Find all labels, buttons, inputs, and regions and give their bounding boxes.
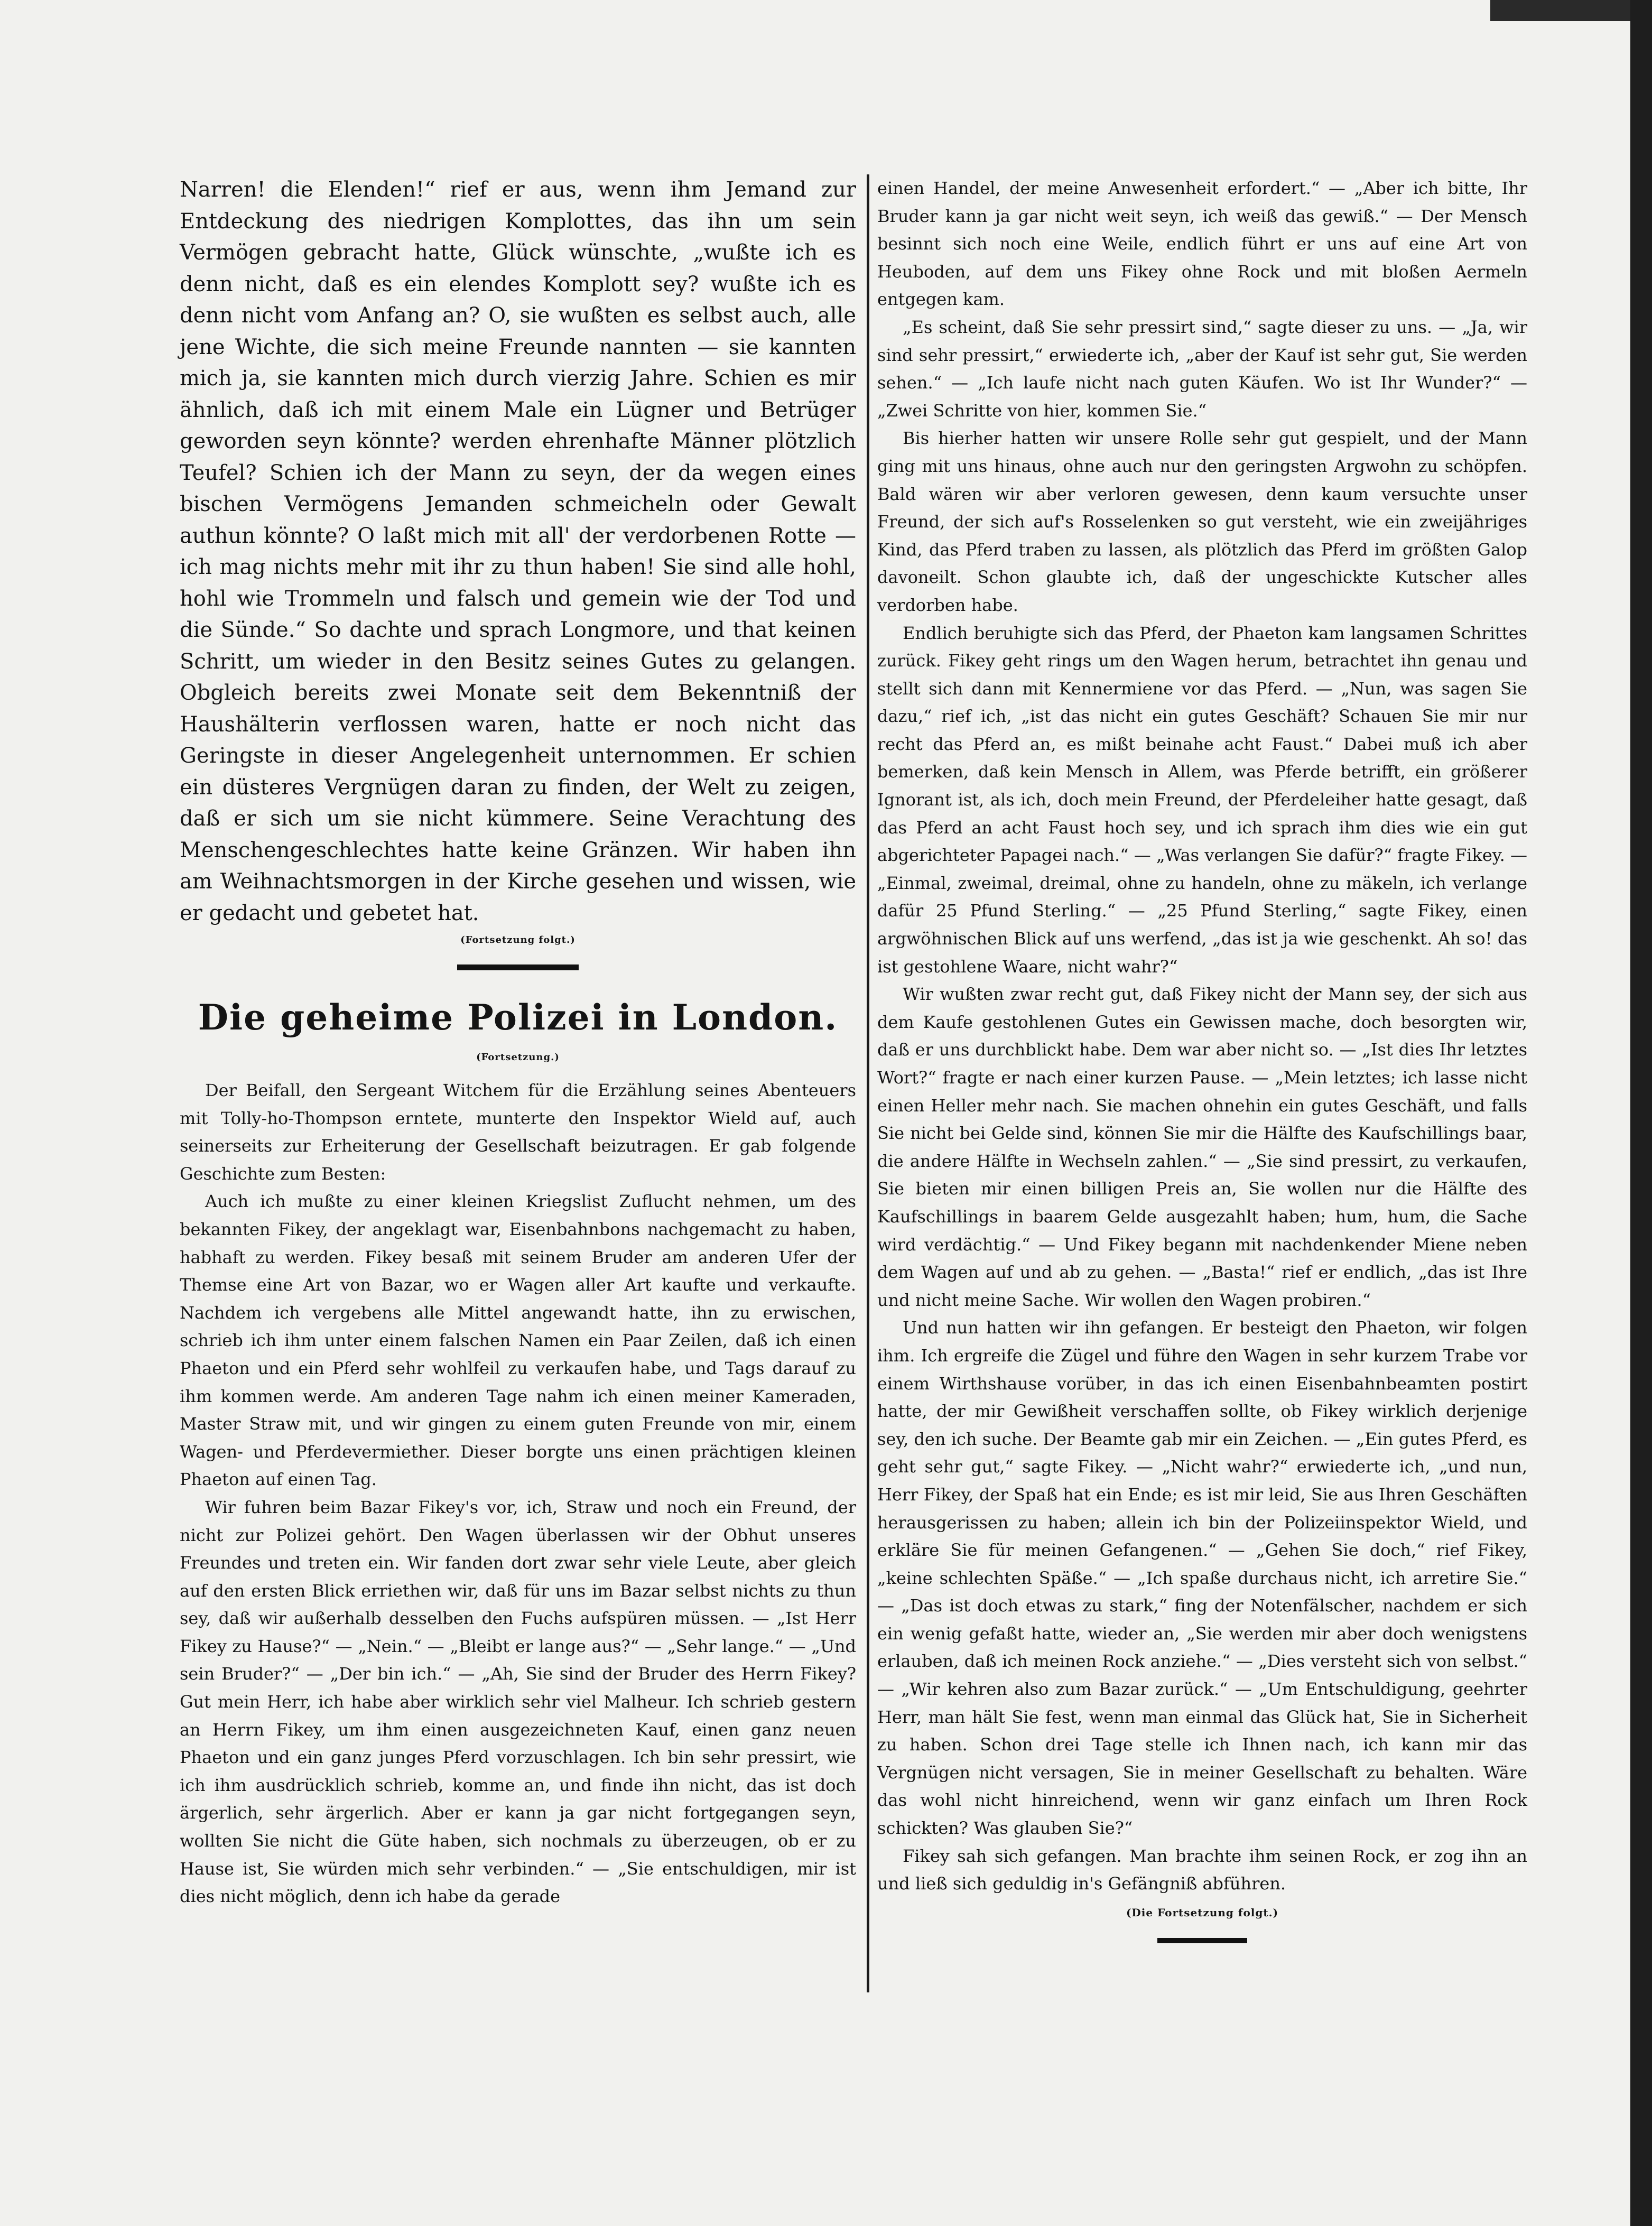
article-paragraph: Bis hierher hatten wir unsere Rolle sehr gut gespielt, und der Mann ging mit uns hinaus, ohne auch nur den geringsten Argwohn zu schöpfen. Bald wären wir aber verloren gewesen, denn kaum versuchte unser Freund, der sich auf's Rosselenken so gut versteht, wie ein zweijähriges Kind, das Pferd traben zu lassen, als plötzlich das Pferd im größten Galop davoneilt. Schon glaubte ich, daß der ungeschickte Kutscher alles verdorben habe. — [877, 428, 1527, 615]
serial-continuation-note: (Fortsetzung folgt.) — [460, 934, 576, 945]
scan-edge — [1630, 0, 1652, 2226]
section-divider — [1157, 1938, 1247, 1943]
article-paragraph: Der Beifall, den Sergeant Witchem für die Erzählung seines Abenteuers mit Tolly-ho-Thompson erntete, munterte den Inspektor Wield auf, auch seinerseits zur Erheiterung der Gesellschaft beizutragen. Er gab folgende Geschichte zum Besten: — [180, 1080, 856, 1184]
serial-story-text: Narren! die Elenden!“ rief er aus, wenn ihm Jemand zur Entdeckung des niedrigen Komplottes, das ihn um sein Vermögen gebracht hatte, Glück wünschte, „wußte ich es denn nicht, daß es ein elendes Komplott sey? wußte ich es denn nicht vom Anfang an? O, sie wußten es selbst auch, alle jene Wichte, die sich meine Freunde nannten — sie kannten mich ja, sie kannten mich durch vierzig Jahre. Schien es mir ähnlich, daß ich mit einem Male ein Lügner und Betrüger geworden seyn könnte? werden ehrenhafte Männer plötzlich Teufel? Schien ich der Mann zu seyn, der da wegen eines bischen Vermögens Jemanden schmeicheln oder Gewalt authun könnte? O laßt mich mit all' der verdorbenen Rotte — ich mag nichts mehr mit ihr zu thun haben! Sie sind alle hohl, hohl wie Trommeln und falsch und gemein wie der Tod und die Sünde.“ So dachte und sprach Longmore, und that keinen Schritt, um wieder in den Besitz seines Gutes zu gelangen. Obgleich bereits zwei Monate seit dem Bekenntniß der Haushälterin verflossen waren, hatte er noch nicht das Geringste in dieser Angelegenheit unternommen. Er schien ein düsteres Vergnügen daran zu finden, der Welt zu zeigen, daß er sich um sie nicht kümmere. Seine Verachtung des Menschengeschlechtes hatte keine Gränzen. Wir haben ihn am Weihnachtsmorgen in der Kirche gesehen und wissen, wie er gedacht und gebetet hat. — [180, 178, 856, 925]
article-continuation-note: (Die Fortsetzung folgt.) — [1126, 1906, 1279, 1919]
left-column — [180, 174, 856, 1910]
article-paragraph: Wir wußten zwar recht gut, daß Fikey nicht der Mann sey, der sich aus dem Kaufe gestohlenen Gutes ein Gewissen mache, doch besorgten wir, daß er uns durchblickt habe. Dem war aber nicht so. — „Ist dies Ihr letztes Wort?“ fragte er nach einer kurzen Pause. — „Mein letztes; ich lasse nicht einen Heller mehr nach. Sie machen ohnehin ein gutes Geschäft, und falls Sie nicht bei Gelde sind, können Sie mir die Hälfte des Kaufschillings baar, die andere Hälfte in Wechseln zahlen.“ — „Sie sind pressirt, zu verkaufen, Sie bieten mir einen billigen Preis an, Sie wollen nur die Hälfte des Kaufschillings in baarem Gelde ausgezahlt haben; hum, hum, die Sache wird verdächtig.“ — Und Fikey begann mit nachdenkender Miene neben dem Wagen auf und ab zu gehen. — „Basta!“ rief er endlich, „das ist Ihre und nicht meine Sache. Wir wollen den Wagen probiren.“ — [877, 984, 1527, 1310]
section-divider — [457, 964, 579, 970]
article-paragraph: Auch ich mußte zu einer kleinen Kriegslist Zuflucht nehmen, um des bekannten Fikey, der angeklagt war, Eisenbahnbons nachgemacht zu haben, habhaft zu werden. Fikey besaß mit seinem Bruder am anderen Ufer der Themse eine Art von Bazar, wo er Wagen aller Art kaufte und verkaufte. Nachdem ich vergebens alle Mittel angewandt hatte, ihn zu erwischen, schrieb ich ihm unter einem falschen Namen ein Paar Zeilen, daß ich einen Phaeton und ein Pferd sehr wohlfeil zu verkaufen habe, und Tags darauf zu ihm kommen werde. Am anderen Tage nahm ich einen meiner Kameraden, Master Straw mit, und wir gingen zu einem guten Freunde von mir, einem Wagen- und Pferdevermiether. Dieser borgte uns einen prächtigen kleinen Phaeton auf einen Tag. — [180, 1191, 856, 1490]
article-paragraph: Fikey sah sich gefangen. Man brachte ihm seinen Rock, er zog ihn an und ließ sich geduldig in's Gefängniß abführen. — [877, 1845, 1527, 1894]
article-paragraph: Und nun hatten wir ihn gefangen. Er besteigt den Phaeton, wir folgen ihm. Ich ergreife die Zügel und führe den Wagen in sehr kurzem Trabe vor einem Wirthshause vorüber, in das ich einen Eisenbahnbeamten postirt hatte, der mir Gewißheit verschaffen sollte, ob Fikey wirklich derjenige sey, den ich suche. Der Beamte gab mir ein Zeichen. — „Ein gutes Pferd, es geht sehr gut,“ sagte Fikey. — „Nicht wahr?“ erwiederte ich, „und nun, Herr Fikey, der Spaß hat ein Ende; es ist mir leid, Sie aus Ihren Geschäften herausgerissen zu haben; allein ich bin der Polizeiinspektor Wield, und erkläre Sie für meinen Gefangenen.“ — „Gehen Sie doch,“ rief Fikey, „keine schlechten Späße.“ — „Ich spaße durchaus nicht, ich arretire Sie.“ — „Das ist doch etwas zu stark,“ fing der Notenfälscher, nachdem er sich ein wenig gefaßt hatte, wieder an, „Sie werden mir aber doch wenigstens erlauben, daß ich meinen Rock anziehe.“ — „Dies versteht sich von selbst.“ — „Wir kehren also zum Bazar zurück.“ — „Um Entschuldigung, geehrter Herr, man hält Sie fest, wenn man einmal das Glück hat, Sie in Sicherheit zu haben. Schon drei Tage stelle ich Ihnen nach, ich kann mir das Vergnügen nicht versagen, Sie in meiner Gesellschaft zu behalten. Wäre das wohl nicht hinreichend, wenn wir ganz einfach um Ihren Rock schickten? Was glauben Sie?“ — [877, 1318, 1527, 1839]
article-title: Die geheime Polizei in London. — [198, 997, 838, 1038]
article-left-body — [180, 1077, 856, 1910]
article-paragraph: Endlich beruhigte sich das Pferd, der Phaeton kam langsamen Schrittes zurück. Fikey geht rings um den Wagen herum, betrachtet ihn genau und stellt sich dann mit Kennermiene vor das Pferd. — „Nun, was sagen Sie dazu,“ rief ich, „ist das nicht ein gutes Geschäft? Schauen Sie mir nur recht das Pferd an, es mißt beinahe acht Faust.“ Dabei muß ich aber bemerken, daß kein Mensch in Allem, was Pferde betrifft, ein größerer Ignorant ist, als ich, doch mein Freund, der Pferdeleiher hatte gesagt, daß das Pferd an acht Faust hoch sey, und ich sprach ihm dies wie ein gut abgerichteter Papagei nach.“ — „Was verlangen Sie dafür?“ fragte Fikey. — „Einmal, zweimal, dreimal, ohne zu handeln, ohne zu mäkeln, ich verlange dafür 25 Pfund Sterling.“ — „25 Pfund Sterling,“ sagte Fikey, einen argwöhnischen Blick auf uns werfend, „das ist ja wie geschenkt. Ah so! das ist gestohlene Waare, nicht wahr?“ — [877, 623, 1527, 977]
article-paragraph: Wir fuhren beim Bazar Fikey's vor, ich, Straw und noch ein Freund, der nicht zur Polizei gehört. Den Wagen überlassen wir der Obhut unseres Freundes und treten ein. Wir fanden dort zwar sehr viele Leute, aber gleich auf den ersten Blick erriethen wir, daß für uns im Bazar selbst nichts zu thun sey, daß wir außerhalb desselben den Fuchs aufspüren müssen. — „Ist Herr Fikey zu Hause?“ — „Nein.“ — „Bleibt er lange aus?“ — „Sehr lange.“ — „Und sein Bruder?“ — „Der bin ich.“ — „Ah, Sie sind der Bruder des Herrn Fikey? Gut mein Herr, ich habe aber wirklich sehr viel Malheur. Ich schrieb gestern an Herrn Fikey, um ihm einen ausgezeichneten Kauf, einen ganz neuen Phaeton und ein ganz junges Pferd vorzuschlagen. Ich bin sehr pressirt, wie ich ihm ausdrücklich schrieb, komme an, und finde ihn nicht, das ist doch ärgerlich, sehr ärgerlich. Aber er kann ja gar nicht fortgegangen seyn, wollten Sie nicht die Güte haben, sich nochmals zu überzeugen, ob er zu Hause ist, Sie würden mich sehr verbinden.“ — „Sie entschuldigen, mir ist dies nicht möglich, denn ich habe da gerade — [180, 1497, 856, 1907]
column-rule — [867, 174, 869, 1992]
right-column — [877, 174, 1527, 1943]
article-paragraph: „Es scheint, daß Sie sehr pressirt sind,“ sagte dieser zu uns. — „Ja, wir sind sehr pressirt,“ erwiederte ich, „aber der Kauf ist sehr gut, Sie werden sehen.“ — „Ich laufe nicht nach guten Käufen. Wo ist Ihr Wunder?“ — „Zwei Schritte von hier, kommen Sie.“ — [877, 317, 1527, 421]
scan-shadow — [1490, 0, 1630, 21]
article-subtitle: (Fortsetzung.) — [476, 1052, 560, 1063]
article-paragraph: einen Handel, der meine Anwesenheit erfordert.“ — „Aber ich bitte, Ihr Bruder kann ja gar nicht weit seyn, ich weiß das gewiß.“ — Der Mensch besinnt sich noch eine Weile, endlich führt er uns auf eine Art von Heuboden, auf dem uns Fikey ohne Rock und mit bloßen Aermeln entgegen kam. — [877, 178, 1527, 310]
